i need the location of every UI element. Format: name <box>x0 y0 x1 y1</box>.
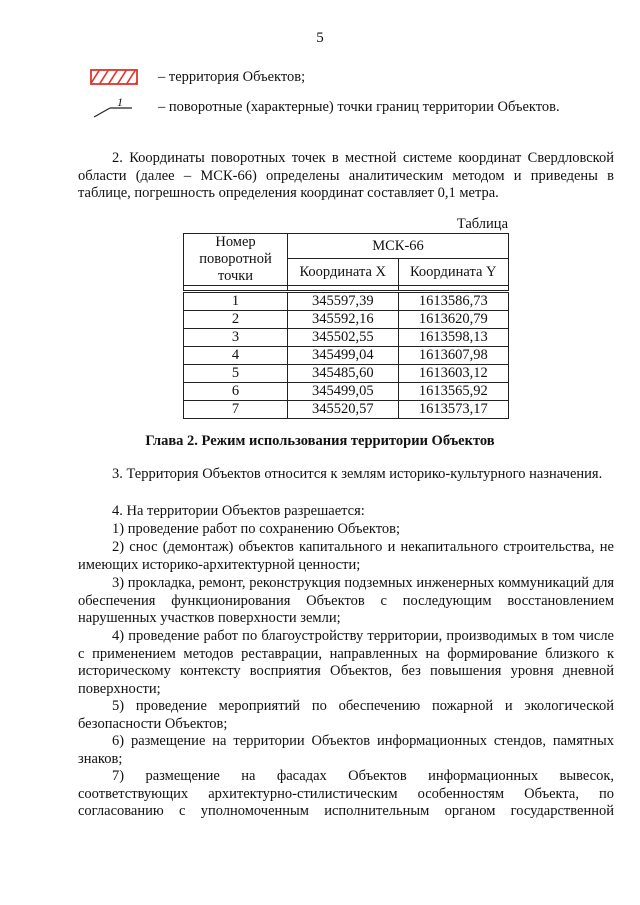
list-item-5: 5) проведение мероприятий по обеспечению пожарной и экологической безопасности Объектов; <box>78 698 614 732</box>
cell-y: 1613607,98 <box>398 347 509 365</box>
table-row <box>184 311 509 329</box>
list-item-2: 2) снос (демонтаж) объектов капитального и некапитального строительства, не имеющих историко-архитектурной ценности; <box>78 539 614 573</box>
hatched-area-icon <box>88 66 148 88</box>
cell-number: 3 <box>184 329 288 347</box>
turning-point-icon <box>88 96 148 118</box>
header-x: Координата X <box>288 259 399 286</box>
list-item-7: 7) размещение на фасадах Объектов информационных вывесок, соответствующих архитектурно-стилистическим особенностям Объекта, по согласованию с уполномоченным исполнительным органом государственной <box>78 768 614 819</box>
table-row <box>184 292 509 311</box>
table-row <box>184 383 509 401</box>
cell-y: 1613620,79 <box>398 311 509 329</box>
table-row <box>184 401 509 419</box>
header-coordinate-system: МСК-66 <box>288 234 509 259</box>
cell-y: 1613573,17 <box>398 401 509 419</box>
cell-y: 1613603,12 <box>398 365 509 383</box>
legend-item-points <box>88 96 560 118</box>
table-caption: Таблица <box>456 216 508 232</box>
header-point-number: Номер поворотной точки <box>184 234 288 286</box>
table-row <box>184 329 509 347</box>
cell-x: 345520,57 <box>288 401 399 419</box>
coordinates-table <box>183 233 509 419</box>
cell-x: 345592,16 <box>288 311 399 329</box>
cell-number: 6 <box>184 383 288 401</box>
header-y: Координата Y <box>398 259 509 286</box>
paragraph-4: 4. На территории Объектов разрешается: <box>112 503 365 519</box>
cell-number: 5 <box>184 365 288 383</box>
cell-number: 7 <box>184 401 288 419</box>
legend-item-territory <box>88 66 305 88</box>
cell-number: 4 <box>184 347 288 365</box>
cell-y: 1613598,13 <box>398 329 509 347</box>
cell-x: 345597,39 <box>288 292 399 311</box>
chapter-heading: Глава 2. Режим использования территории Объектов <box>145 433 495 449</box>
list-item-3: 3) прокладка, ремонт, реконструкция подземных инженерных коммуникаций для обеспечения функционирования Объектов с последующим восстановлением нарушенных участков поверхности земли; <box>78 575 614 626</box>
table-row <box>184 365 509 383</box>
paragraph-3: 3. Территория Объектов относится к землям историко-культурного назначения. <box>112 466 603 482</box>
table-row <box>184 347 509 365</box>
cell-number: 2 <box>184 311 288 329</box>
cell-number: 1 <box>184 292 288 311</box>
cell-y: 1613586,73 <box>398 292 509 311</box>
list-item-1: 1) проведение работ по сохранению Объектов; <box>112 521 401 537</box>
list-item-6: 6) размещение на территории Объектов информационных стендов, памятных знаков; <box>78 733 614 767</box>
cell-x: 345499,04 <box>288 347 399 365</box>
page-number: 5 <box>316 30 324 46</box>
cell-x: 345502,55 <box>288 329 399 347</box>
cell-x: 345485,60 <box>288 365 399 383</box>
legend-text-points: – поворотные (характерные) точки границ территории Объектов. <box>158 98 560 115</box>
cell-x: 345499,05 <box>288 383 399 401</box>
legend-text-territory: – территория Объектов; <box>158 68 306 85</box>
list-item-4: 4) проведение работ по благоустройству территории, производимых в том числе с применением методов реставрации, направленных на формирование близкого к историческому контексту восприятия Объектов, без повышения уровня дневной поверхности; <box>78 628 614 697</box>
paragraph-2: 2. Координаты поворотных точек в местной системе координат Свердловской области (далее – МСК-66) определены аналитическим методом и приведены в таблице, погрешность определения координат составляет 0,1 метра. <box>78 150 614 201</box>
turning-point-marker-label: 1 <box>117 96 123 109</box>
cell-y: 1613565,92 <box>398 383 509 401</box>
